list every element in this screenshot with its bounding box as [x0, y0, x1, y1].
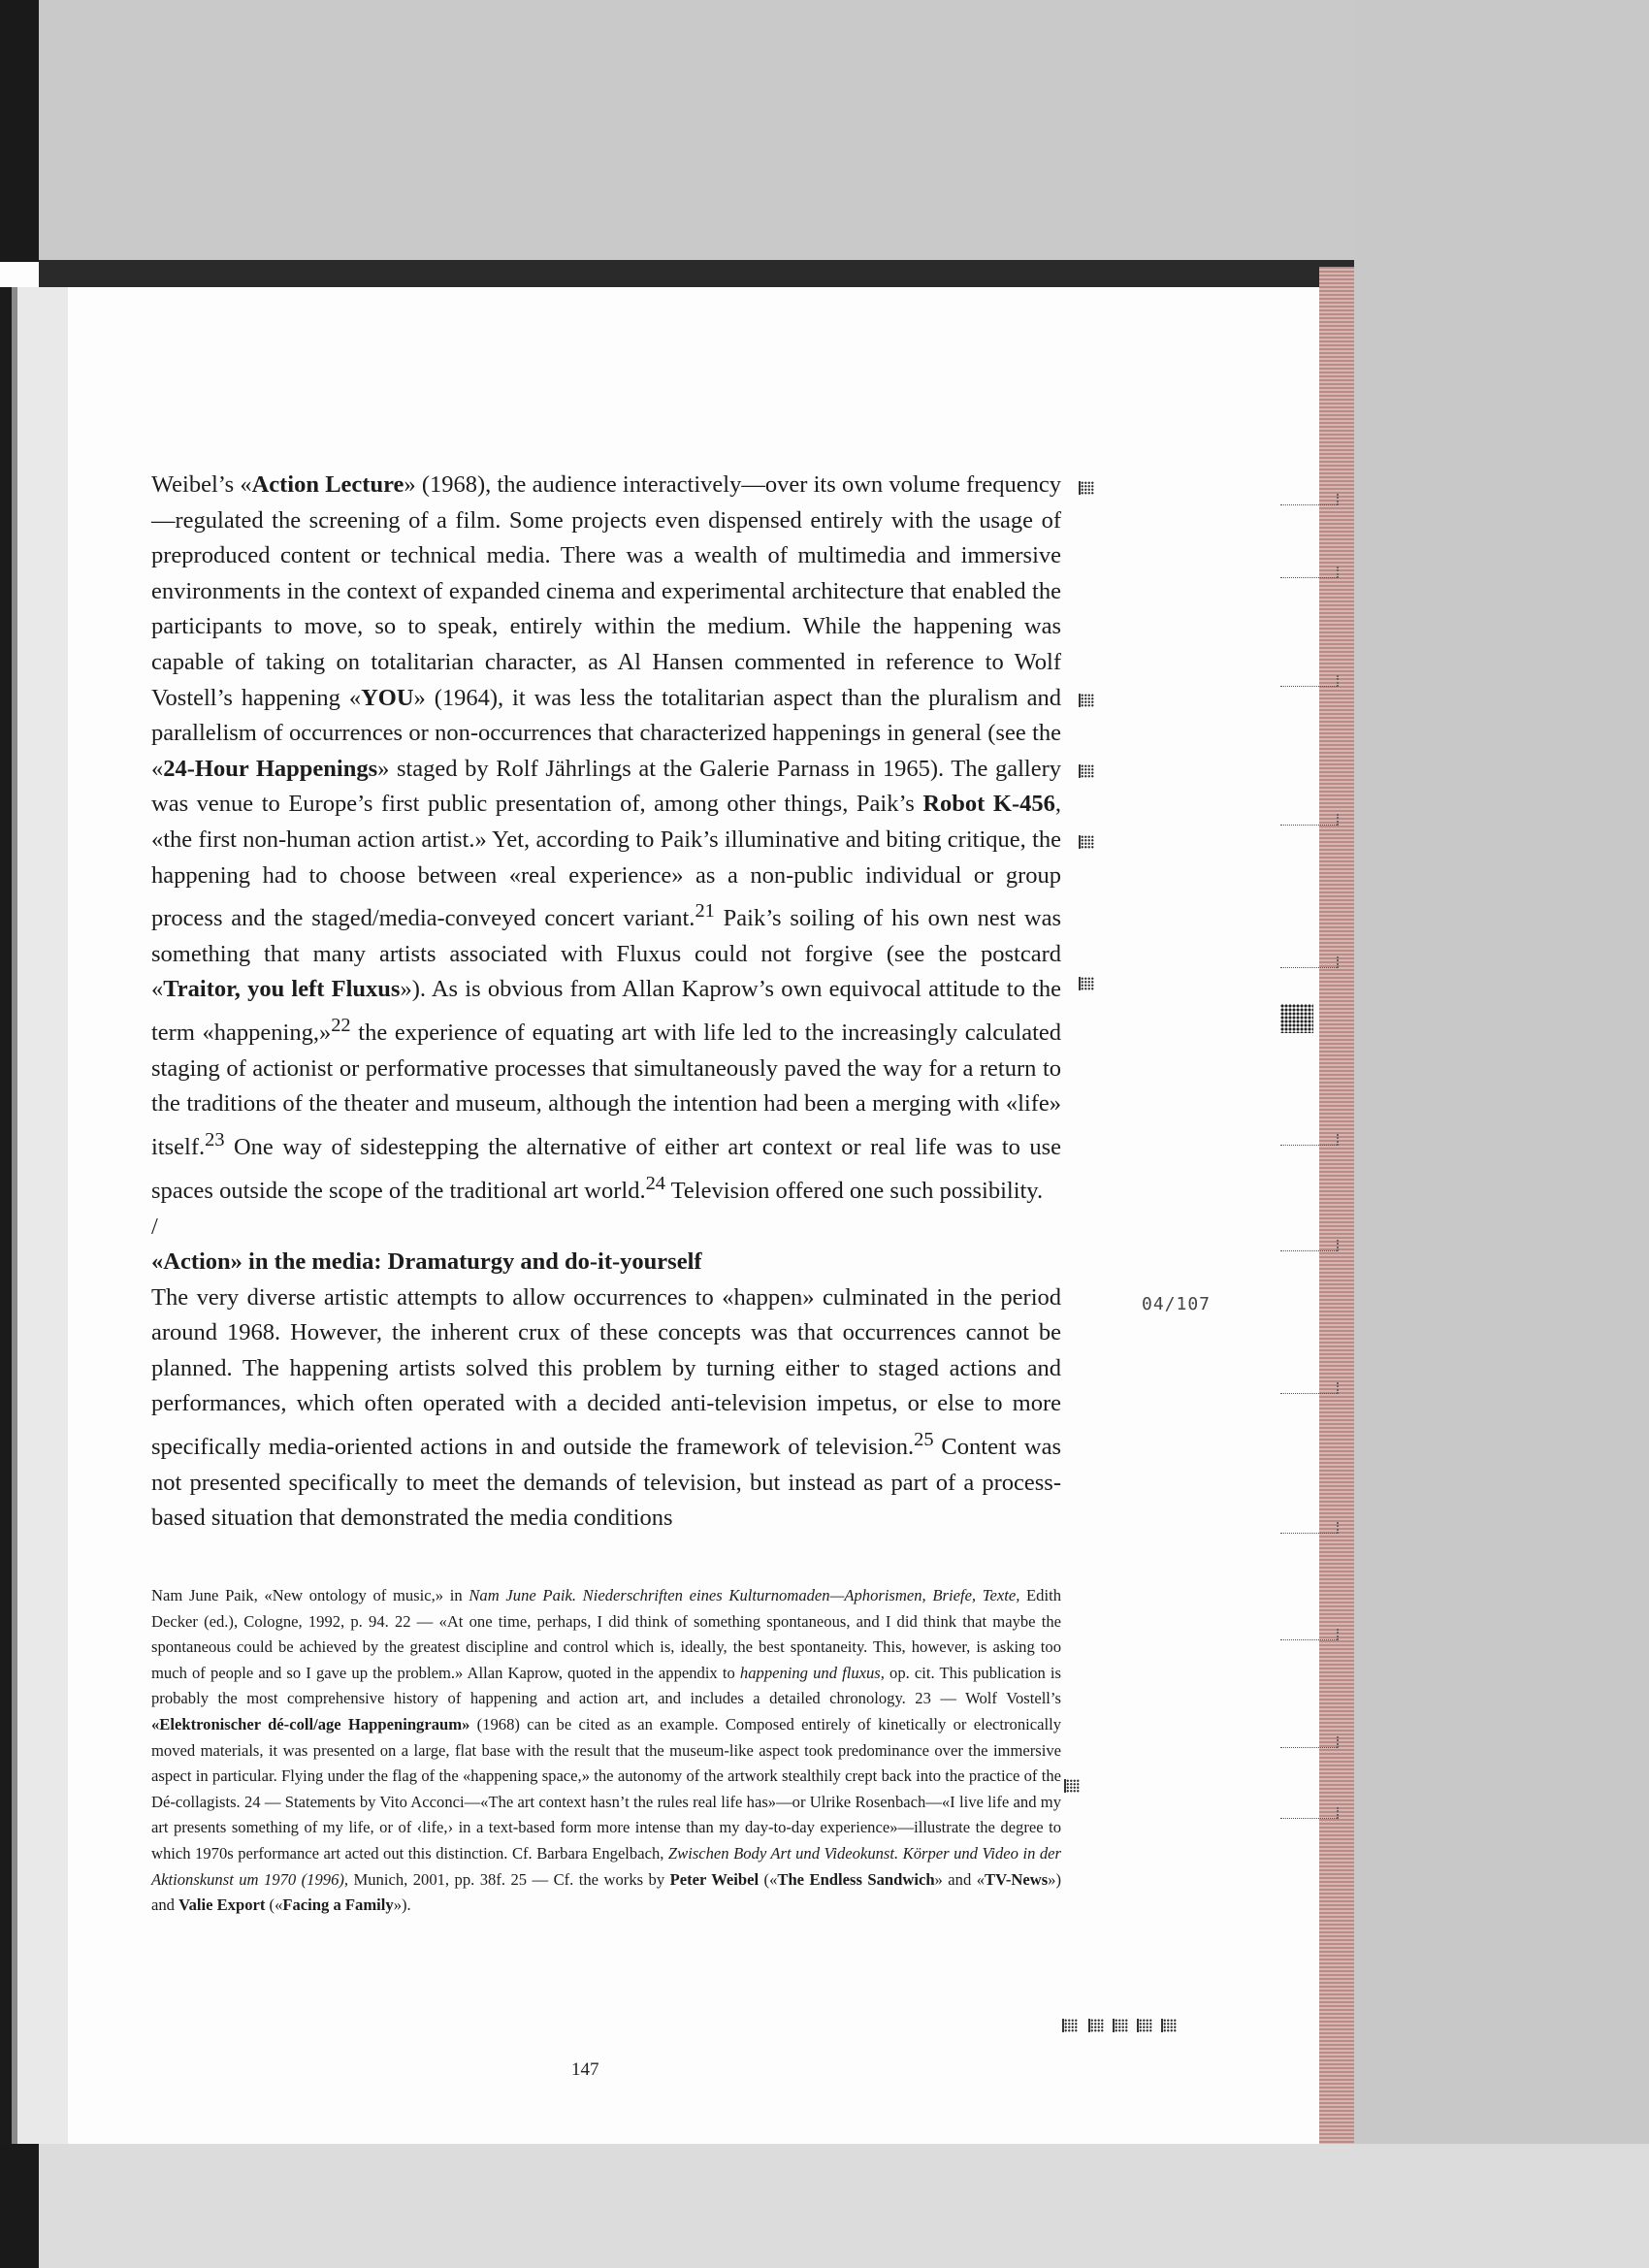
media-marker-icon — [1064, 1779, 1080, 1793]
scan-shadow-top-left — [0, 0, 39, 262]
note-text: Nam June Paik, «New ontology of music,» in — [151, 1586, 469, 1604]
note-text: » and « — [934, 1869, 986, 1889]
note-bold: The Endless Sandwich — [777, 1869, 935, 1889]
left-page-gutter — [0, 287, 68, 2144]
margin-tick-icon — [1280, 674, 1339, 687]
footnote-ref-24: 24 — [645, 1172, 665, 1194]
footnote-ref-23: 23 — [205, 1129, 225, 1150]
page-number: 147 — [571, 2059, 599, 2080]
note-italic: Nam June Paik. Niederschriften eines Kulturnomaden—Aphorismen, Briefe, Texte, — [469, 1586, 1020, 1604]
margin-tick-icon — [1280, 1133, 1339, 1146]
section-code: 04/107 — [1142, 1294, 1212, 1314]
note-text: »). — [393, 1895, 411, 1915]
footnote-ref-21: 21 — [695, 900, 715, 923]
text-run: One way of sidestepping the alternative of either art context or real life was to use spaces outside the scope of the traditional art world. — [151, 1134, 1061, 1204]
scan-background-right — [1353, 0, 1649, 2268]
section-heading: «Action» in the media: Dramaturgy and do-it-yourself — [151, 1248, 702, 1276]
note-bold: «Elektronischer dé-coll/age Happeningraum» — [151, 1714, 470, 1733]
note-text: Edith Decker (ed.), Cologne, 1992, p. 94. 22 — «At one time, perhaps, I did think of something spontaneous, and I did think that maybe the spontaneous could be achieved by the greatest discipline and control which is, ideally, the best spontaneity. This, however, is asking too much of people and so I gave up the problem.» Allan Kaprow, quoted in the appendix to — [151, 1586, 1061, 1682]
media-marker-icon — [1079, 835, 1094, 849]
margin-tick-icon — [1280, 1381, 1339, 1394]
media-marker-icon — [1137, 2019, 1152, 2032]
margin-tick-icon — [1280, 1239, 1339, 1251]
footnote-ref-22: 22 — [331, 1015, 351, 1037]
media-marker-icon — [1062, 2019, 1078, 2032]
paragraph-1 — [151, 468, 1061, 1210]
margin-tick-icon — [1280, 956, 1339, 968]
work-title-you: YOU — [361, 684, 414, 711]
media-marker-icon — [1079, 764, 1094, 778]
note-text: op. cit. This publication is probably the most comprehensive history of happening and action art, and includes a detailed chronology. 23 — Wolf Vostell’s — [151, 1663, 1061, 1708]
media-marker-icon — [1088, 2019, 1104, 2032]
media-marker-icon — [1113, 2019, 1128, 2032]
note-text: (« — [759, 1869, 778, 1889]
media-marker-icon — [1161, 2019, 1177, 2032]
footnote-ref-25: 25 — [914, 1429, 934, 1451]
text-run: » (1968), the audience interactively—over its own volume frequency—regulated the screening of a film. Some projects even dispensed entirely with the usage of preproduced content or technical media. There was a wealth of multimedia and immersive environments in the context of expanded cinema and experimental architecture that enabled the participants to move, so to speak, entirely within the medium. While the happening was capable of taking on totalitarian character, as Al Hansen commented in reference to Wolf Vostell’s happening « — [151, 471, 1061, 711]
section-separator: / — [151, 1213, 158, 1240]
note-text: (1968) can be cited as an example. Composed entirely of kinetically or electronically moved materials, it was presented on a large, flat base with the result that the museum-like aspect took predominance over the immersive aspect in particular. Flying under the flag of the «happening space,» the autonomy of the artwork stealthily crept back into the practice of the Dé-collagists. 24 — Statements by Vito Acconci—«The art context hasn’t the rules real life has»—or Ulrike Rosenbach—«I live life and my art presents something of my life, or of ‹life,› in a text-based form more intense than my day-to-day experience»—illustrate the degree to which 1970s performance art acted out this distinction. Cf. Barbara Engelbach, — [151, 1714, 1062, 1863]
note-bold: TV-News — [985, 1869, 1049, 1889]
text-run: » (1964), it was less the totalitarian aspect than the pluralism and parallelism of occurrences or non-occurrences that characterized happenings in general (see the « — [151, 684, 1061, 782]
text-run: the experience of equating art with life led to the increasingly calculated staging of actionist or performative processes that simultaneously paved the way for a return to the traditions of the theater and museum, although the intention had been a merging with «life» itself. — [151, 1020, 1062, 1161]
note-text: ») and — [151, 1869, 1061, 1915]
text-run: »). As is obvious from Allan Kaprow’s own equivocal attitude to the term «happening,» — [151, 976, 1062, 1047]
margin-tick-icon — [1280, 1521, 1339, 1534]
note-text: (« — [265, 1895, 283, 1915]
scan-shadow-bottom-left — [0, 2144, 39, 2268]
margin-tick-icon — [1280, 566, 1339, 578]
text-run: , «the first non-human action artist.» Yet, according to Paik’s illuminative and biting critique, the happening had to choose between «real experience» as a non-public individual or group process and the staged/media-conveyed concert variant. — [151, 791, 1061, 932]
note-italic: happening und fluxus, — [739, 1663, 885, 1682]
margin-tick-icon — [1280, 1806, 1339, 1819]
note-text: Munich, 2001, pp. 38f. 25 — Cf. the works by — [348, 1869, 670, 1889]
pixel-glyph-icon — [1280, 1004, 1313, 1033]
note-italic: Zwischen Body Art und Videokunst. Körper und Video in der Aktionskunst um 1970 (1996), — [151, 1843, 1061, 1889]
margin-tick-icon — [1280, 1628, 1339, 1640]
margin-tick-icon — [1280, 1735, 1339, 1748]
book-page-edges — [1319, 267, 1354, 2144]
work-title-traitor: Traitor, you left Fluxus — [163, 976, 401, 1003]
media-marker-icon — [1079, 694, 1094, 707]
note-bold: Facing a Family — [282, 1895, 394, 1915]
text-run: Weibel’s « — [151, 471, 252, 498]
text-run: Content was not presented specifically to meet the demands of television, but instead as part of a process-based situation that demonstrated the media conditions — [151, 1434, 1061, 1532]
scan-background-bottom — [0, 2144, 1649, 2268]
work-title-action-lecture: Action Lecture — [251, 471, 404, 498]
margin-tick-icon — [1280, 493, 1339, 505]
text-run: Paik’s soiling of his own nest was something that many artists associated with Fluxus could not forgive (see the postcard « — [151, 905, 1061, 1003]
book-cover-edge — [39, 260, 1354, 287]
media-marker-icon — [1079, 977, 1094, 990]
media-marker-icon — [1079, 481, 1094, 495]
text-run: » staged by Rolf Jährlings at the Galerie Parnass in 1965). The gallery was venue to Europe’s first public presentation of, among other things, Paik’s — [151, 755, 1061, 818]
body-text — [151, 468, 1061, 1537]
paragraph-2 — [151, 1280, 1061, 1537]
work-title-robot-k456: Robot K-456 — [922, 791, 1055, 818]
work-title-24-hour-happenings: 24-Hour Happenings — [163, 755, 378, 782]
note-bold: Peter Weibel — [669, 1869, 760, 1889]
margin-tick-icon — [1280, 813, 1339, 826]
text-run: The very diverse artistic attempts to allow occurrences to «happen» culminated in the period around 1968. However, the inherent crux of these concepts was that occurrences cannot be planned. The happening artists solved this problem by turning either to staged actions and performances, which often operated with a decided anti-television impetus, or else to more specifically media-oriented actions in and outside the framework of television. — [151, 1283, 1061, 1461]
note-bold: Valie Export — [178, 1895, 266, 1915]
text-run: Television offered one such possibility. — [665, 1177, 1044, 1204]
footnotes — [151, 1583, 1061, 1919]
